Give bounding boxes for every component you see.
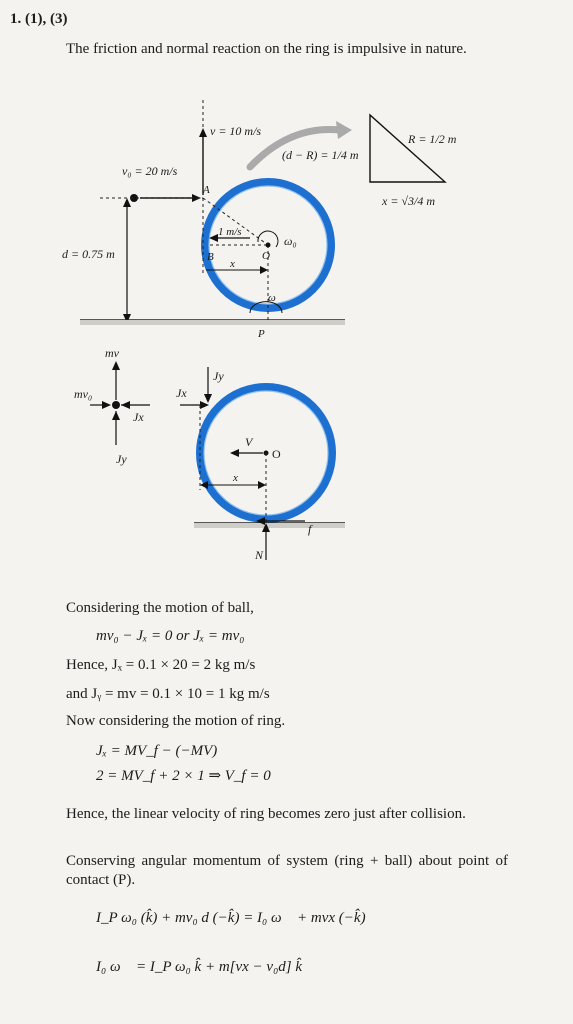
- mv-arrow-head: [112, 361, 120, 370]
- conserving-text: Conserving angular momentum of system (ring + ball) about point of contact (P).: [66, 853, 508, 888]
- ball-fbd: [112, 401, 120, 409]
- v-arrow-head: [199, 128, 207, 137]
- Jx-ring-label: Jx: [176, 386, 187, 400]
- v-label: v = 10 m/s: [210, 124, 262, 138]
- x-label: x: [230, 258, 235, 270]
- figure-ring-collision: [0, 95, 573, 345]
- intro-text: The friction and normal reaction on the ring is impulsive in nature.: [66, 41, 467, 57]
- Jx-ball-label: Jx: [133, 410, 144, 424]
- Jy-ring-label: Jy: [213, 369, 224, 383]
- triangle: [370, 115, 445, 182]
- omega-label: ω: [268, 292, 276, 304]
- x2-right-head: [258, 481, 266, 489]
- Jy-ball-head: [112, 411, 120, 420]
- figure-impulses: [0, 345, 573, 570]
- equation-1: mv₀ − Jₓ = 0 or Jₓ = mv₀: [96, 628, 245, 644]
- center-O: [266, 243, 271, 248]
- x2-label: x: [233, 472, 238, 484]
- point-O: O: [262, 250, 270, 262]
- ground-1-shade: [80, 320, 345, 325]
- point-A: A: [203, 184, 210, 196]
- ring-motion-text: Now considering the motion of ring.: [66, 713, 286, 729]
- equation-6: I_P ω₀ (k̂) + mv₀ d (−k̂) = I₀ ω⃗ + mvx (−k̂): [96, 910, 366, 926]
- mv0-label: mv₀: [74, 387, 93, 401]
- V-arrow-head: [230, 449, 239, 457]
- equation-2: Hence, Jₓ = 0.1 × 20 = 2 kg m/s: [66, 657, 256, 673]
- O-label: O: [272, 447, 281, 461]
- Jy-ball-label: Jy: [116, 452, 127, 466]
- f-label: f: [308, 522, 312, 536]
- Jy-ring-head: [204, 394, 212, 403]
- equation-7: I₀ ω⃗ = I_P ω₀ k̂ + m[vx − v₀d] k̂: [96, 959, 303, 975]
- mv0-arrow-head: [102, 401, 111, 409]
- N-label: N: [255, 548, 264, 562]
- mv-label: mv: [105, 346, 119, 360]
- x-arrow-head: [260, 266, 268, 274]
- Jx-ball-head: [121, 401, 130, 409]
- x-tri-label: x = √3/4 m: [382, 194, 436, 208]
- equation-4: Jₓ = MV_f − (−MV): [96, 743, 218, 759]
- question-number: 1. (1), (3): [10, 11, 68, 27]
- omega0-label: ω₀: [284, 234, 297, 248]
- d-arrow-top: [123, 198, 131, 207]
- ring-velocity-label: 1 m/s: [218, 226, 242, 238]
- point-P: P: [258, 328, 265, 340]
- point-B: B: [207, 251, 214, 263]
- curved-arrow-head: [336, 121, 352, 139]
- ground-2-shade: [194, 523, 345, 528]
- R-label: R = 1/2 m: [408, 132, 457, 146]
- dR-label: (d − R) = 1/4 m: [282, 148, 359, 162]
- V-label: V: [245, 435, 253, 449]
- v0-label: v₀ = 20 m/s: [122, 164, 178, 178]
- equation-5: 2 = MV_f + 2 × 1 ⇒ V_f = 0: [96, 768, 271, 784]
- d-label: d = 0.75 m: [62, 247, 115, 261]
- equation-3: and Jᵧ = mv = 0.1 × 10 = 1 kg m/s: [66, 686, 270, 702]
- ball-motion-text: Considering the motion of ball,: [66, 600, 254, 616]
- linear-velocity-text: Hence, the linear velocity of ring becomes zero just after collision.: [66, 806, 466, 822]
